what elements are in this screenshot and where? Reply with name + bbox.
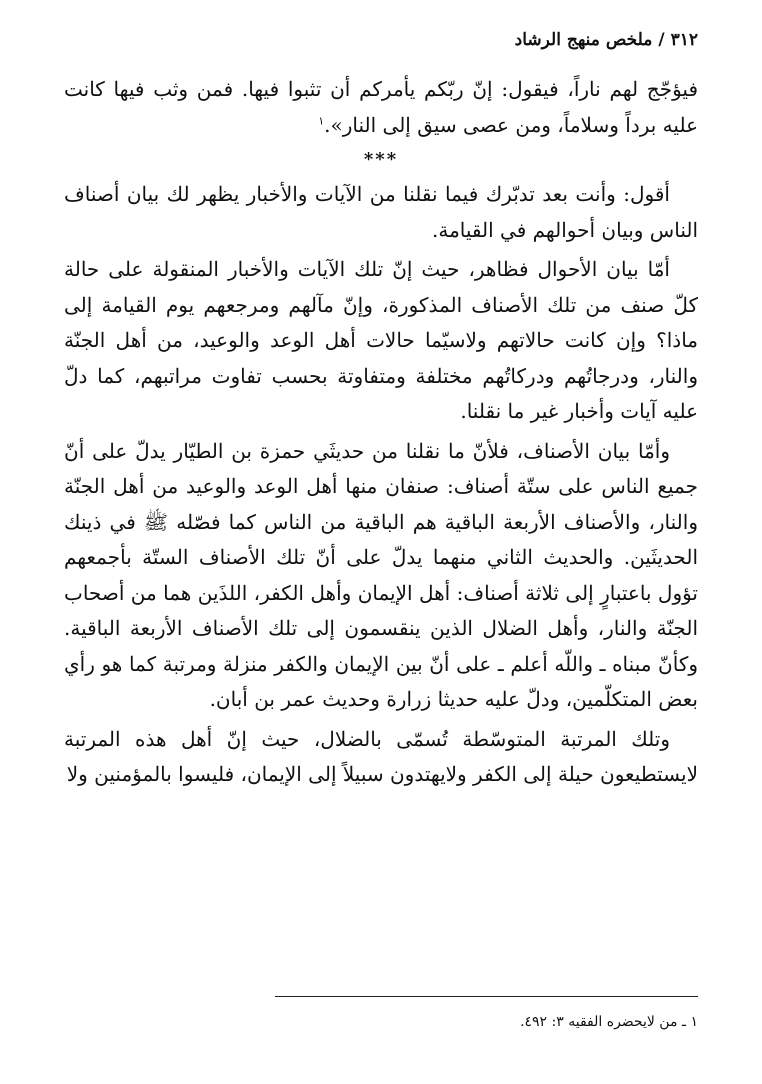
footnote-divider bbox=[275, 996, 698, 997]
footnote-marker[interactable]: ١ bbox=[318, 113, 325, 127]
paragraph-continuation bbox=[64, 72, 698, 143]
page-number: ٣١٢ bbox=[670, 30, 698, 50]
paragraph-categories: وأمّا بيان الأصناف، فلأنّ ما نقلنا من حديثَي حمزة بن الطيّار يدلّ على أنّ جميع الناس على ستّة أصناف: صنفان منها أهل الوعد والوعيد من أهل الجنّة والنار، والأصناف الأربعة الباقية هم الباقية من الناس كما فصّله ﷺ في ذينك الحديثَين. والحديث الثاني منهما يدلّ على أنّ تلك الأصناف الستّة بأجمعهم تؤول باعتبارٍ إلى ثلاثة أصناف: أهل الإيمان وأهل الكفر، اللذَين هما من أصحاب الجنّة والنار، وأهل الضلال الذين ينقسمون إلى تلك الأصناف الأربعة الباقية. وكأنّ مبناه ـ واللّه أعلم ـ على أنّ بين الإيمان والكفر منزلة ومرتبة كما هو رأي بعض المتكلّمين، ودلّ عليه حديثا زرارة وحديث عمر بن أبان. bbox=[64, 438, 698, 711]
section-divider-stars: *** bbox=[363, 149, 399, 170]
paragraph-intro: أقول: وأنت بعد تدبّرك فيما نقلنا من الآيات والأخبار يظهر لك بيان أصناف الناس وبيان أحوالهم في القيامة. bbox=[64, 182, 698, 242]
header-separator: / bbox=[658, 30, 665, 50]
footnote: ١ ـ من لايحضره الفقيه ٣: ٤٩٢. bbox=[520, 1014, 698, 1030]
paragraph-text: فيؤجّج لهم ناراً، فيقول: إنّ ربّكم يأمركم أن تثبوا فيها. فمن وثب فيها كانت عليه برداً وسلاماً، ومن عصى سيق إلى النار». bbox=[64, 77, 698, 137]
paragraph-middle-rank: وتلك المرتبة المتوسّطة تُسمّى بالضلال، حيث إنّ أهل هذه المرتبة لايستطيعون حيلة إلى الكفر ولايهتدون سبيلاً إلى الإيمان، فليسوا بالمؤمنين ولا bbox=[64, 726, 698, 786]
main-text bbox=[64, 72, 698, 793]
book-title: ملخص منهج الرشاد bbox=[514, 30, 653, 50]
running-header bbox=[64, 30, 698, 60]
paragraph-states: أمّا بيان الأحوال فظاهر، حيث إنّ تلك الآيات والأخبار المنقولة على حالة كلّ صنف من تلك الأصناف المذكورة، وإنّ مآلهم ومرجعهم يوم القيامة إلى ماذا؟ وإن كانت حالاتهم ولاسيّما حالات أهل الوعد والوعيد، من أهل الجنّة والنار، ودرجاتُهم ودركاتُهم مختلفة ومتفاوتة بحسب تفاوت مراتبهم، كما دلّ عليه آيات وأخبار غير ما نقلنا. bbox=[64, 257, 698, 423]
